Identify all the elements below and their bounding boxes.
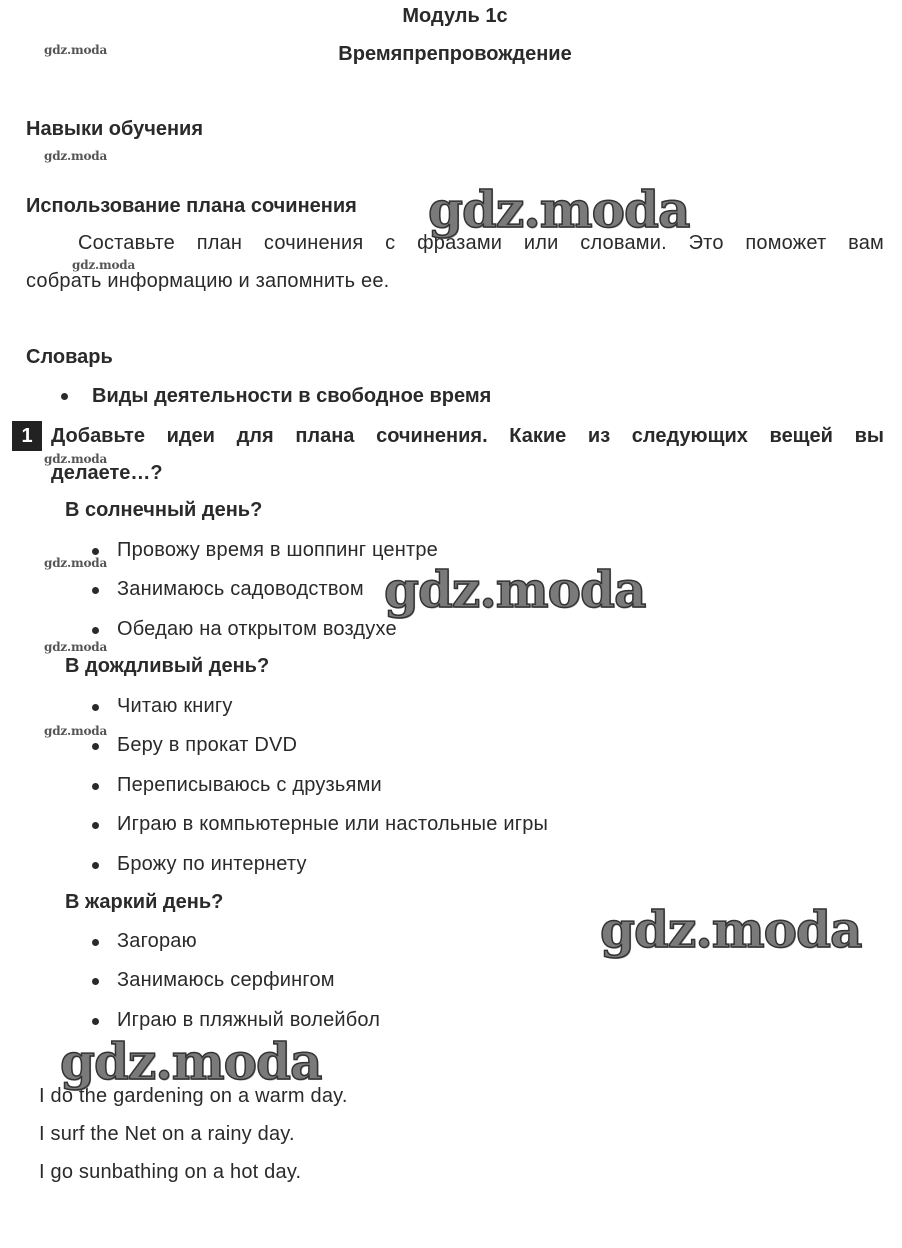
bullet bbox=[92, 587, 99, 594]
answer-line: I go sunbathing on a hot day. bbox=[39, 1161, 302, 1183]
exercise-number-badge: 1 bbox=[12, 421, 42, 451]
study-skills-heading: Навыки обучения bbox=[26, 118, 204, 140]
bullet bbox=[92, 548, 99, 555]
watermark-small: gdz.moda bbox=[44, 452, 108, 466]
bullet bbox=[92, 862, 99, 869]
list-item: Беру в прокат DVD bbox=[117, 734, 298, 756]
watermark-small: gdz.moda bbox=[72, 258, 136, 272]
vocabulary-item: Виды деятельности в свободное время bbox=[92, 385, 492, 407]
watermark-small: gdz.moda bbox=[44, 640, 108, 654]
topic-title: Времяпрепровождение bbox=[338, 43, 572, 65]
watermark-small: gdz.moda bbox=[44, 556, 108, 570]
list-item: Занимаюсь садоводством bbox=[117, 578, 364, 600]
list-item: Играю в компьютерные или настольные игры bbox=[117, 813, 549, 835]
watermark-large: gdz.moda bbox=[384, 560, 646, 619]
list-item: Провожу время в шоппинг центре bbox=[117, 539, 438, 561]
bullet bbox=[92, 627, 99, 634]
bullet bbox=[92, 1018, 99, 1025]
bullet bbox=[92, 704, 99, 711]
essay-plan-subheading: Использование плана сочинения bbox=[26, 195, 357, 217]
watermark-small: gdz.moda bbox=[44, 43, 108, 57]
skills-paragraph-line-2: собрать информацию и запомнить ее. bbox=[26, 270, 390, 292]
bullet bbox=[92, 822, 99, 829]
list-item: Играю в пляжный волейбол bbox=[117, 1009, 381, 1031]
group-title-hot: В жаркий день? bbox=[65, 891, 224, 913]
skills-paragraph-line-1: Составьте план сочинения с фразами или словами. Это поможет вам bbox=[78, 232, 884, 254]
list-item: Переписываюсь с друзьями bbox=[117, 774, 382, 796]
list-item: Обедаю на открытом воздухе bbox=[117, 618, 397, 640]
list-item: Читаю книгу bbox=[117, 695, 233, 717]
vocabulary-heading: Словарь bbox=[26, 346, 113, 368]
bullet bbox=[92, 978, 99, 985]
watermark-small: gdz.moda bbox=[44, 149, 108, 163]
exercise-instruction-line-1: Добавьте идеи для плана сочинения. Какие из следующих вещей вы bbox=[51, 425, 884, 447]
watermark-large: gdz.moda bbox=[60, 1032, 322, 1091]
bullet bbox=[61, 393, 68, 400]
group-title-rainy: В дождливый день? bbox=[65, 655, 270, 677]
watermark-small: gdz.moda bbox=[44, 724, 108, 738]
group-title-sunny: В солнечный день? bbox=[65, 499, 263, 521]
watermark-large: gdz.moda bbox=[600, 900, 862, 959]
bullet bbox=[92, 783, 99, 790]
list-item: Занимаюсь серфингом bbox=[117, 969, 335, 991]
answer-line: I surf the Net on a rainy day. bbox=[39, 1123, 295, 1145]
watermark-large: gdz.moda bbox=[428, 180, 690, 239]
list-item: Загораю bbox=[117, 930, 197, 952]
bullet bbox=[92, 743, 99, 750]
list-item: Брожу по интернету bbox=[117, 853, 307, 875]
module-title: Модуль 1с bbox=[402, 5, 508, 27]
exercise-instruction-line-2: делаете…? bbox=[51, 462, 163, 484]
bullet bbox=[92, 939, 99, 946]
answer-line: I do the gardening on a warm day. bbox=[39, 1085, 348, 1107]
